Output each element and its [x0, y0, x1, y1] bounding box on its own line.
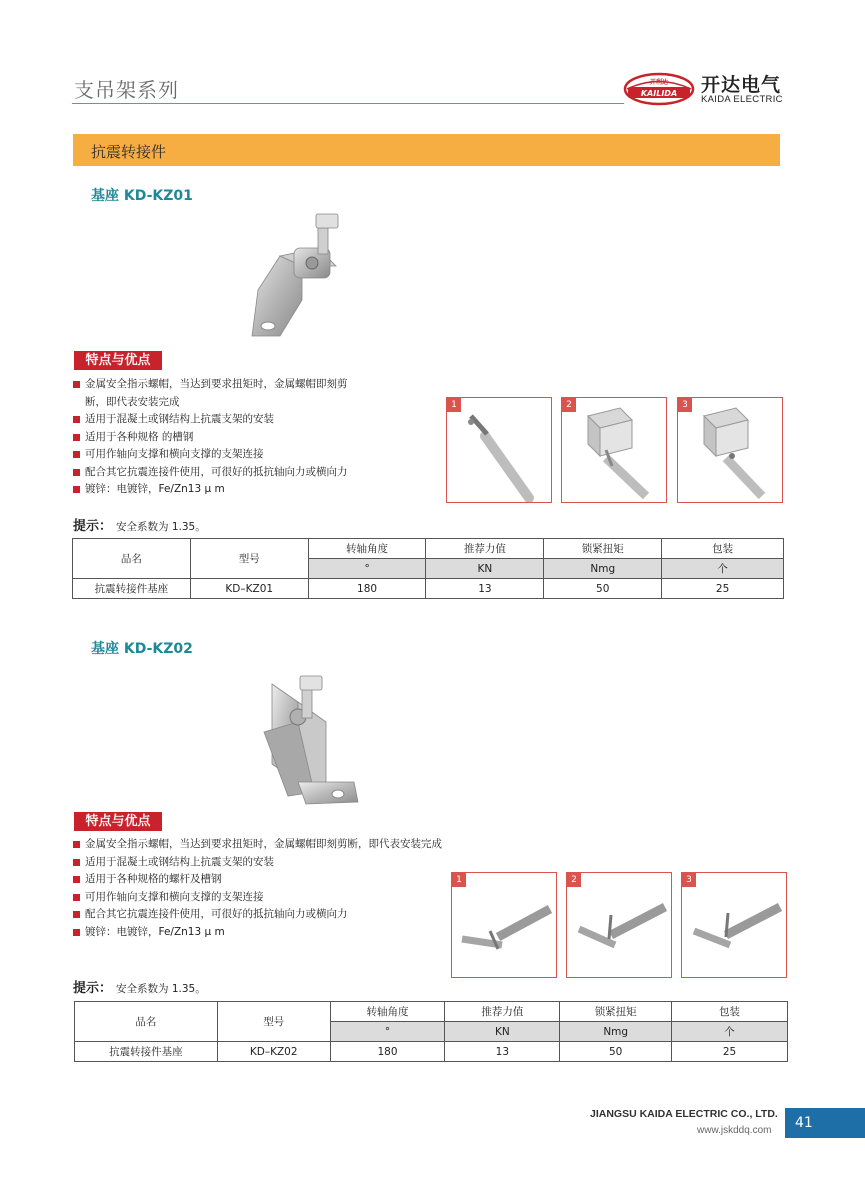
tip-text: 安全系数为 1.35。 [116, 521, 206, 533]
table-cell-model: KD–KZ01 [190, 579, 308, 599]
table-unit: ° [308, 559, 426, 579]
table-header-package: 包装 [662, 539, 784, 559]
bullet-square-icon [73, 876, 80, 883]
table-unit: ° [330, 1022, 445, 1042]
table-header-name: 品名 [73, 539, 191, 579]
feature-item: 配合其它抗震连接件使用，可很好的抵抗轴向力或横向力 [73, 906, 442, 924]
company-logo [623, 70, 793, 110]
bullet-square-icon [73, 929, 80, 936]
feature-item: 金属安全指示螺帽，当达到要求扭矩时，金属螺帽即刻剪 [73, 376, 348, 394]
table-header-model: 型号 [190, 539, 308, 579]
footer-company-name: JIANGSU KAIDA ELECTRIC CO., LTD. [590, 1108, 778, 1120]
product-1-features-tag: 特点与优点 [74, 351, 162, 370]
product-1-install-step-3 [677, 397, 783, 503]
table-row [73, 579, 784, 599]
install-illustration [447, 398, 552, 503]
section-header-bar [73, 134, 780, 166]
feature-item: 镀锌：电镀锌，Fe/Zn13 μ m [73, 481, 348, 499]
feature-item: 配合其它抗震连接件使用，可很好的抵抗轴向力或横向力 [73, 464, 348, 482]
bullet-square-icon [73, 859, 80, 866]
page-number: 41 [785, 1108, 865, 1138]
table-cell-value: 50 [560, 1042, 672, 1062]
product-1-install-step-2 [561, 397, 667, 503]
bullet-square-icon [73, 841, 80, 848]
table-unit: Nmg [560, 1022, 672, 1042]
product-2-spec-table [74, 1001, 788, 1062]
table-header-package: 包装 [672, 1002, 788, 1022]
product-2-install-step-3 [681, 872, 787, 978]
step-number: 2 [567, 873, 581, 887]
product-2-features-list [73, 836, 442, 941]
feature-item: 适用于各种规格 的槽钢 [73, 429, 348, 447]
bullet-square-icon [73, 381, 80, 388]
table-cell-value: 50 [544, 579, 662, 599]
svg-text:KAILIDA: KAILIDA [640, 89, 678, 98]
install-illustration [567, 873, 672, 978]
table-cell-value: 25 [662, 579, 784, 599]
product-2-tip [73, 977, 206, 996]
feature-item: 可用作轴向支撑和横向支撑的支架连接 [73, 889, 442, 907]
table-cell-value: 180 [330, 1042, 445, 1062]
page-category-title: 支吊架系列 [74, 78, 179, 102]
table-header-force: 推荐力值 [445, 1002, 560, 1022]
footer-website: www.jskddq.com [697, 1125, 772, 1136]
table-header-force: 推荐力值 [426, 539, 544, 559]
bullet-square-icon [73, 451, 80, 458]
logo-english-name: KAIDA ELECTRIC [701, 94, 783, 105]
product-1-image [240, 208, 350, 340]
header-divider [72, 103, 624, 104]
table-cell-name: 抗震转接件基座 [75, 1042, 218, 1062]
step-number: 3 [678, 398, 692, 412]
feature-item: 适用于混凝土或钢结构上抗震支架的安装 [73, 854, 442, 872]
product-2-install-step-2 [566, 872, 672, 978]
section-title: 抗震转接件 [91, 143, 167, 161]
install-illustration [452, 873, 557, 978]
product-1-spec-table [72, 538, 784, 599]
table-header-model: 型号 [217, 1002, 330, 1042]
bullet-square-icon [73, 416, 80, 423]
table-cell-value: 180 [308, 579, 426, 599]
bullet-square-icon [73, 486, 80, 493]
product-1-features-list [73, 376, 348, 499]
bullet-square-icon [73, 894, 80, 901]
tip-label: 提示： [73, 519, 113, 534]
table-row [75, 1042, 788, 1062]
table-header-angle: 转轴角度 [330, 1002, 445, 1022]
product-2-features-tag: 特点与优点 [74, 812, 162, 831]
table-unit: KN [426, 559, 544, 579]
step-number: 1 [452, 873, 466, 887]
tip-label: 提示： [73, 981, 113, 996]
svg-text:开利达: 开利达 [649, 79, 669, 86]
product-1-model-title: 基座 KD-KZ01 [91, 188, 193, 204]
step-number: 3 [682, 873, 696, 887]
install-illustration [562, 398, 667, 503]
product-1-tip [73, 515, 206, 534]
table-header-torque: 锁紧扭矩 [560, 1002, 672, 1022]
table-header-torque: 锁紧扭矩 [544, 539, 662, 559]
feature-item: 适用于混凝土或钢结构上抗震支架的安装 [73, 411, 348, 429]
step-number: 2 [562, 398, 576, 412]
table-header-angle: 转轴角度 [308, 539, 426, 559]
feature-item: 金属安全指示螺帽，当达到要求扭矩时，金属螺帽即刻剪断，即代表安装完成 [73, 836, 442, 854]
table-unit: 个 [672, 1022, 788, 1042]
table-unit: KN [445, 1022, 560, 1042]
step-number: 1 [447, 398, 461, 412]
table-header-name: 品名 [75, 1002, 218, 1042]
table-cell-value: 13 [445, 1042, 560, 1062]
table-unit: 个 [662, 559, 784, 579]
kailida-logo-badge [623, 72, 695, 106]
product-2-image [258, 672, 368, 812]
product-2-install-step-1 [451, 872, 557, 978]
feature-item: 镀锌：电镀锌，Fe/Zn13 μ m [73, 924, 442, 942]
product-1-install-step-1 [446, 397, 552, 503]
bullet-square-icon [73, 911, 80, 918]
feature-item-continuation: 断，即代表安装完成 [85, 395, 180, 408]
feature-item: 可用作轴向支撑和横向支撑的支架连接 [73, 446, 348, 464]
install-illustration [678, 398, 783, 503]
bullet-square-icon [73, 434, 80, 441]
table-cell-model: KD–KZ02 [217, 1042, 330, 1062]
table-cell-name: 抗震转接件基座 [73, 579, 191, 599]
table-cell-value: 25 [672, 1042, 788, 1062]
bullet-square-icon [73, 469, 80, 476]
table-unit: Nmg [544, 559, 662, 579]
table-cell-value: 13 [426, 579, 544, 599]
feature-item: 适用于各种规格的螺杆及槽钢 [73, 871, 442, 889]
tip-text: 安全系数为 1.35。 [116, 983, 206, 995]
product-2-model-title: 基座 KD-KZ02 [91, 641, 193, 657]
install-illustration [682, 873, 787, 978]
logo-chinese-name: 开达电气 [701, 74, 782, 96]
